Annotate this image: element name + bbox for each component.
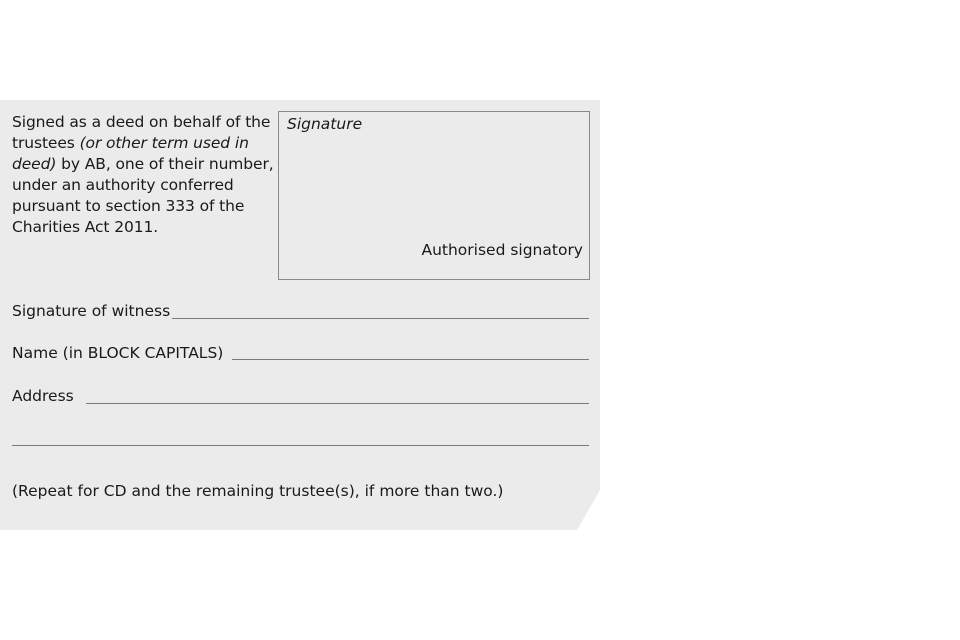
witness-signature-label: Signature of witness	[12, 302, 171, 320]
deed-statement	[12, 112, 274, 238]
witness-address-line-2[interactable]	[12, 445, 589, 446]
witness-signature-line[interactable]	[172, 318, 589, 319]
witness-name-line[interactable]	[232, 359, 589, 360]
signature-box-label: Signature	[287, 115, 363, 133]
witness-address-label: Address	[12, 387, 74, 405]
deed-text-part-1: Signed as a deed on behalf of the trustees	[12, 113, 271, 152]
repeat-instruction: (Repeat for CD and the remaining trustee(s), if more than two.)	[12, 482, 504, 500]
signature-box[interactable]	[278, 111, 590, 280]
witness-address-line-1[interactable]	[86, 403, 589, 404]
deed-text-part-2: by AB, one of their number, under an authority conferred pursuant to section 333 of the Charities Act 2011.	[12, 155, 274, 236]
deed-text-italic: (or other term used in deed)	[12, 134, 249, 173]
witness-name-label: Name (in BLOCK CAPITALS)	[12, 344, 224, 362]
authorised-signatory-label: Authorised signatory	[421, 241, 583, 259]
